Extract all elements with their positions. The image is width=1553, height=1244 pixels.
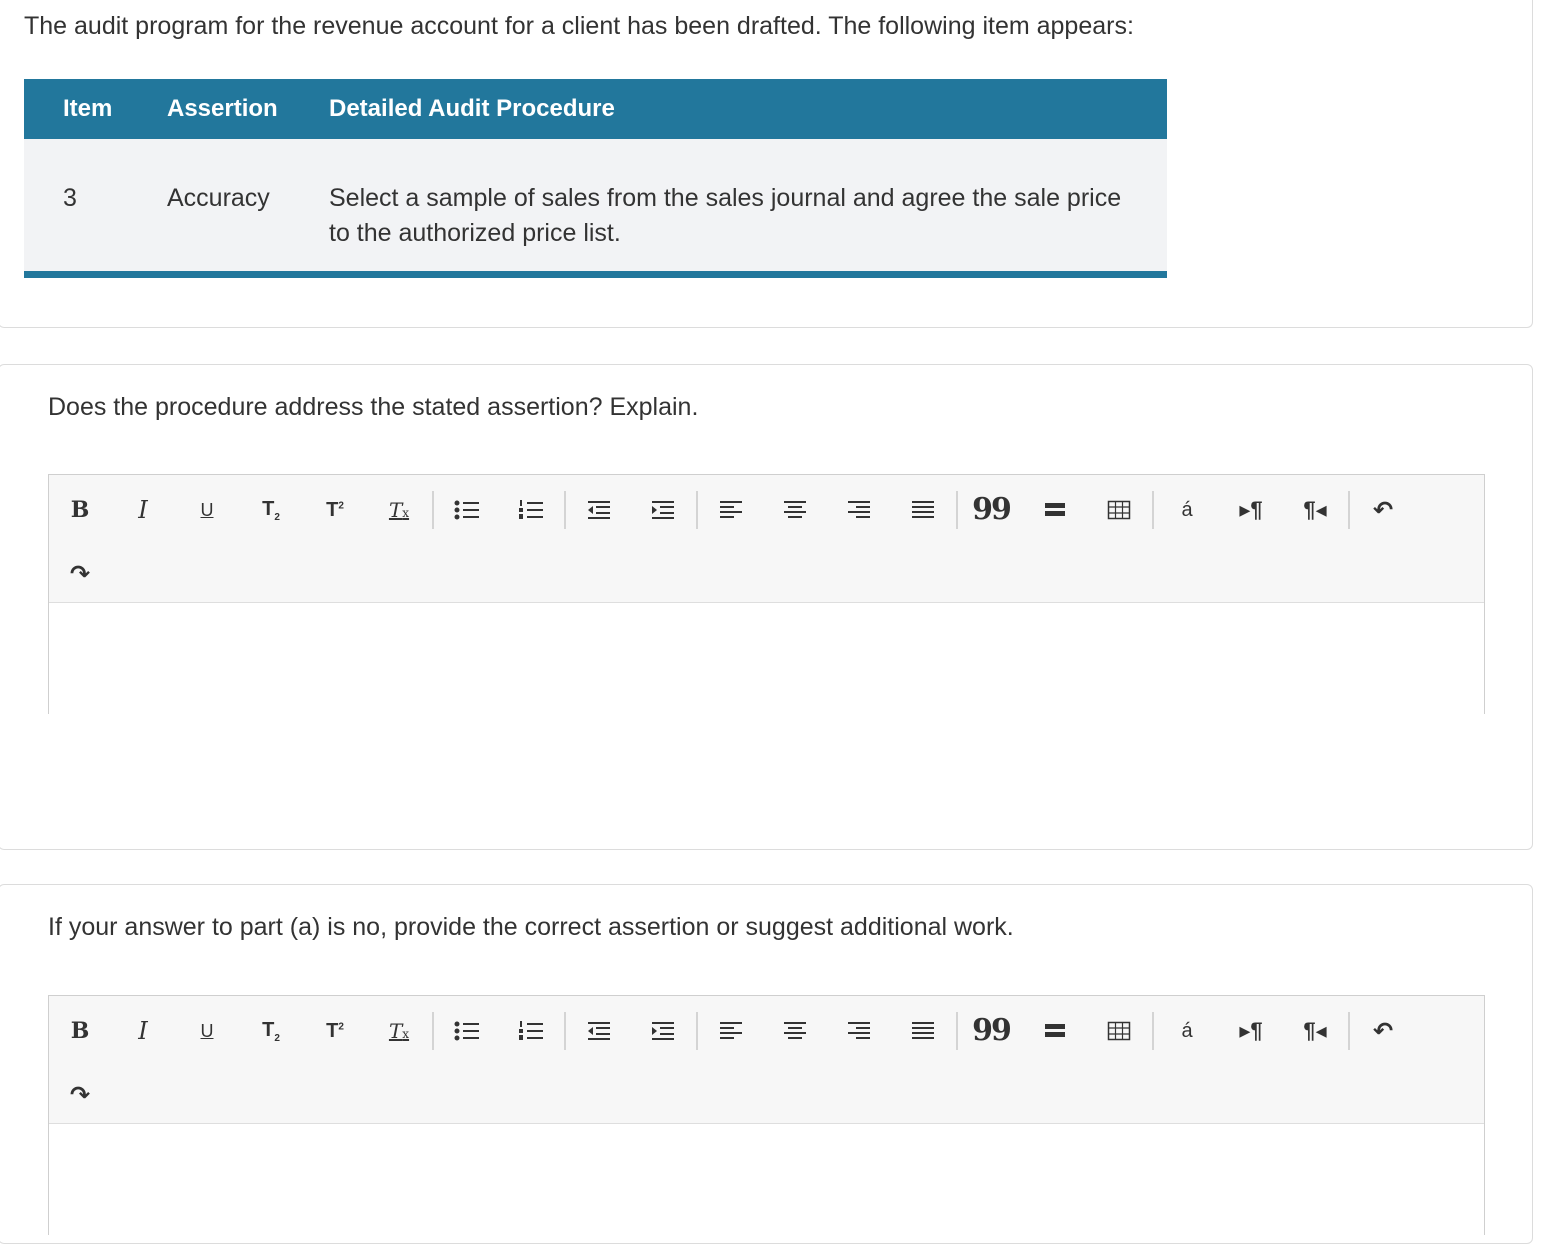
toolbar-separator — [564, 1012, 566, 1050]
justify-icon — [911, 1020, 935, 1042]
superscript-button[interactable]: $T^2$ — [326, 1019, 344, 1042]
clear-format-button[interactable]: Tx — [388, 1019, 410, 1043]
numbered-list-icon — [518, 499, 544, 521]
align-right-button[interactable] — [827, 490, 891, 530]
rich-text-editor-a — [48, 474, 1485, 714]
numbered-list-button[interactable] — [499, 1011, 563, 1051]
undo-button[interactable] — [1351, 490, 1415, 530]
question-b-text: If your answer to part (a) is no, provide the correct assertion or suggest additional work. — [48, 913, 1014, 941]
underline-button[interactable]: U — [200, 499, 214, 520]
outdent-button[interactable] — [567, 1011, 631, 1051]
toolbar-separator — [432, 491, 434, 529]
paragraph-rtl-icon: ¶◂ — [1303, 497, 1327, 522]
toolbar-separator — [696, 1012, 698, 1050]
editor-toolbar — [49, 996, 1484, 1124]
horizontal-line-button[interactable] — [1023, 490, 1087, 530]
cell-procedure: Select a sample of sales from the sales journal and agree the sale price to the authorized price list. — [329, 139, 1167, 275]
redo-icon: ↷ — [69, 560, 91, 588]
paragraph-rtl-icon: ¶◂ — [1303, 1018, 1327, 1043]
horizontal-line-icon — [1044, 1020, 1066, 1042]
redo-button[interactable] — [49, 554, 111, 594]
rtl-button[interactable] — [1283, 1011, 1347, 1051]
audit-program-table — [24, 79, 1167, 278]
editor-text-area[interactable] — [49, 603, 1484, 723]
blockquote-button[interactable] — [959, 1011, 1023, 1051]
toolbar-separator — [432, 1012, 434, 1050]
redo-icon: ↷ — [69, 1081, 91, 1109]
rich-text-editor-b — [48, 995, 1485, 1235]
subscript-button[interactable]: $T_2$ — [262, 497, 280, 523]
table-button[interactable] — [1087, 490, 1151, 530]
align-center-button[interactable] — [763, 490, 827, 530]
table-button[interactable] — [1087, 1011, 1151, 1051]
table-row — [24, 139, 1167, 275]
indent-button[interactable] — [631, 1011, 695, 1051]
header-item: Item — [24, 79, 167, 139]
indent-icon — [651, 499, 675, 521]
bold-button[interactable]: B — [70, 497, 90, 523]
subscript-button[interactable]: $T_2$ — [262, 1018, 280, 1044]
indent-icon — [651, 1020, 675, 1042]
toolbar-separator — [956, 1012, 958, 1050]
align-center-button[interactable] — [763, 1011, 827, 1051]
table-icon — [1107, 1020, 1131, 1042]
quote-icon: 99 — [972, 1013, 1010, 1048]
toolbar-row — [49, 551, 111, 597]
italic-button[interactable]: I — [138, 1017, 148, 1045]
align-center-icon — [783, 499, 807, 521]
outdent-icon — [587, 1020, 611, 1042]
undo-icon: ↶ — [1372, 1017, 1394, 1045]
toolbar-row — [49, 1072, 111, 1118]
underline-button[interactable]: U — [200, 1020, 214, 1041]
bulleted-list-button[interactable] — [435, 1011, 499, 1051]
intro-text: The audit program for the revenue account for a client has been drafted. The following item appears: — [24, 12, 1134, 40]
ltr-button[interactable] — [1219, 1011, 1283, 1051]
italic-button[interactable]: I — [138, 496, 148, 524]
align-right-button[interactable] — [827, 1011, 891, 1051]
align-right-icon — [847, 499, 871, 521]
align-right-icon — [847, 1020, 871, 1042]
outdent-button[interactable] — [567, 490, 631, 530]
cell-item: 3 — [24, 139, 167, 275]
horizontal-line-button[interactable] — [1023, 1011, 1087, 1051]
numbered-list-icon — [518, 1020, 544, 1042]
superscript-button[interactable]: $T^2$ — [326, 498, 344, 521]
ltr-button[interactable] — [1219, 490, 1283, 530]
toolbar-separator — [1152, 1012, 1154, 1050]
redo-button[interactable] — [49, 1075, 111, 1115]
outdent-icon — [587, 499, 611, 521]
table-header-row — [24, 79, 1167, 139]
blockquote-button[interactable] — [959, 490, 1023, 530]
bulleted-list-icon — [454, 499, 480, 521]
align-center-icon — [783, 1020, 807, 1042]
justify-icon — [911, 499, 935, 521]
toolbar-separator — [696, 491, 698, 529]
toolbar-separator — [1348, 491, 1350, 529]
justify-button[interactable] — [891, 490, 955, 530]
clear-format-button[interactable]: Tx — [388, 498, 410, 522]
header-procedure: Detailed Audit Procedure — [329, 79, 1167, 139]
align-left-button[interactable] — [699, 1011, 763, 1051]
paragraph-ltr-icon: ▸¶ — [1239, 1018, 1263, 1043]
question-a-text: Does the procedure address the stated assertion? Explain. — [48, 393, 699, 421]
rtl-button[interactable] — [1283, 490, 1347, 530]
quote-icon: 99 — [972, 492, 1010, 527]
paragraph-ltr-icon: ▸¶ — [1239, 497, 1263, 522]
toolbar-separator — [1152, 491, 1154, 529]
align-left-button[interactable] — [699, 490, 763, 530]
toolbar-separator — [956, 491, 958, 529]
bulleted-list-button[interactable] — [435, 490, 499, 530]
question-card-intro — [0, 0, 1533, 328]
cell-assertion: Accuracy — [167, 139, 329, 275]
toolbar-separator — [1348, 1012, 1350, 1050]
numbered-list-button[interactable] — [499, 490, 563, 530]
editor-toolbar — [49, 475, 1484, 603]
indent-button[interactable] — [631, 490, 695, 530]
editor-text-area[interactable] — [49, 1124, 1484, 1244]
toolbar-row — [49, 1008, 1415, 1054]
bulleted-list-icon — [454, 1020, 480, 1042]
undo-button[interactable] — [1351, 1011, 1415, 1051]
justify-button[interactable] — [891, 1011, 955, 1051]
align-left-icon — [719, 499, 743, 521]
undo-icon: ↶ — [1372, 496, 1394, 524]
toolbar-separator — [564, 491, 566, 529]
horizontal-line-icon — [1044, 499, 1066, 521]
table-icon — [1107, 499, 1131, 521]
align-left-icon — [719, 1020, 743, 1042]
header-assertion: Assertion — [167, 79, 329, 139]
special-char-button[interactable]: á — [1181, 1019, 1193, 1042]
special-char-button[interactable]: á — [1181, 498, 1193, 521]
toolbar-row — [49, 487, 1415, 533]
bold-button[interactable]: B — [70, 1018, 90, 1044]
